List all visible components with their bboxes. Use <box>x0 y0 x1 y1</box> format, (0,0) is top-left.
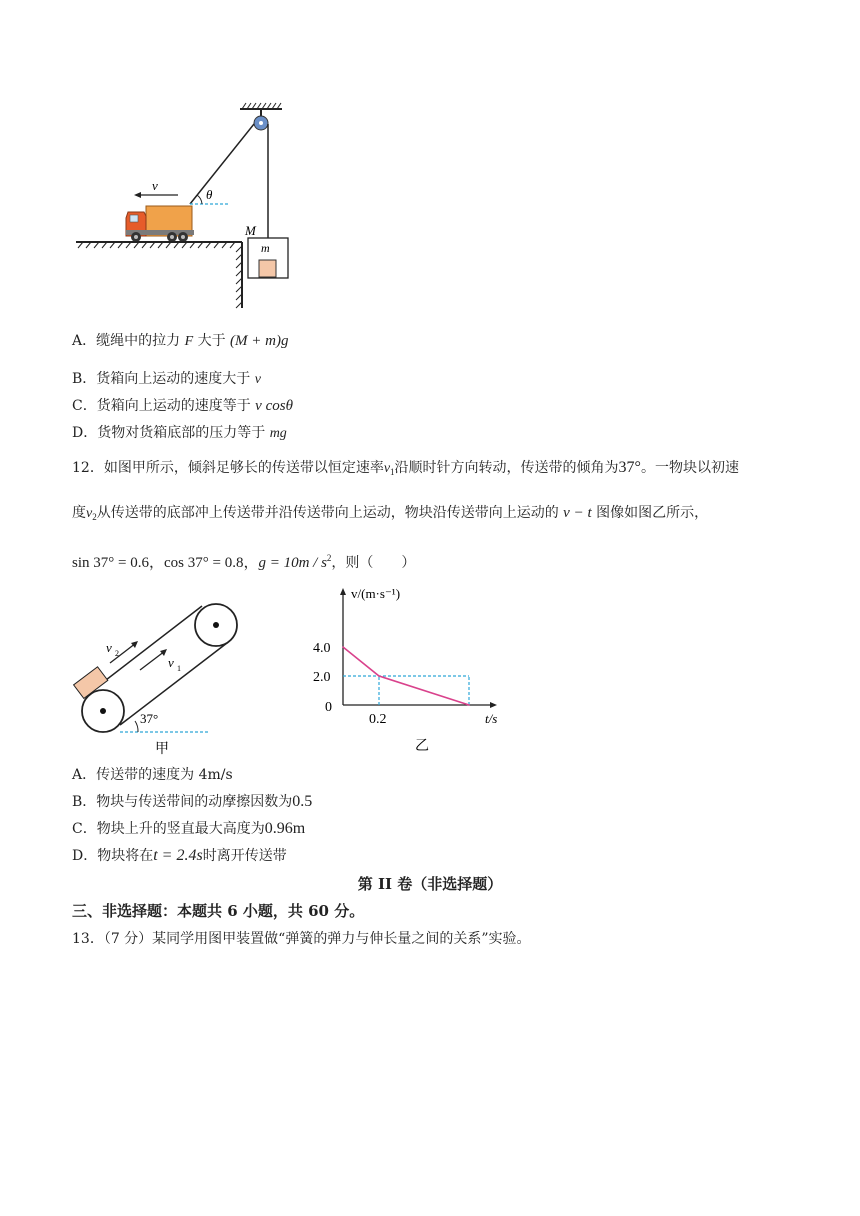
q12-option-a: A．传送带的速度为 4m/s <box>72 767 233 783</box>
q13-stem: 13．（7 分）某同学用图甲装置做“弹簧的弹力与伸长量之间的关系”实验。 <box>72 931 531 947</box>
v1-label: v <box>168 655 174 670</box>
q12-option-b: B．物块与传送带间的动摩擦因数为0.5 <box>72 793 313 810</box>
svg-text:2: 2 <box>115 649 119 658</box>
y-axis-arrow <box>340 588 346 595</box>
x-axis-label: t/s <box>485 711 498 726</box>
conveyor-figure <box>70 595 250 760</box>
q11-option-d: D．货物对货箱底部的压力等于 mg <box>72 425 287 441</box>
box-m-label: m <box>261 241 270 255</box>
data-point <box>468 704 470 706</box>
part3-heading: 三、非选择题：本题共 6 小题，共 60 分。 <box>72 902 365 920</box>
q12-stem-line1: 12．如图甲所示，倾斜足够长的传送带以恒定速率$v_1$沿顺时针方向转动，传送带的倾角为37°。一物块以初速 <box>72 459 739 477</box>
vt-chart <box>305 578 515 758</box>
angle-label: 37° <box>140 711 159 726</box>
section-title: 第 II 卷（非选择题） <box>357 875 503 893</box>
truck-pulley-figure <box>70 100 310 315</box>
y-tick-label: 4.0 <box>313 641 331 656</box>
q12-option-c: C．物块上升的竖直最大高度为0.96m <box>72 820 306 837</box>
velocity-label: v <box>152 178 158 193</box>
x-tick-label: 0 <box>325 700 332 715</box>
q11-option-b: B．货箱向上运动的速度大于 v <box>72 371 261 387</box>
q12-option-d: D．物块将在t = 2.4s时离开传送带 <box>72 847 287 864</box>
v2-label: v <box>106 640 112 655</box>
y-tick-label: 2.0 <box>313 670 331 685</box>
y-axis-label: v/(m·s⁻¹) <box>351 586 401 601</box>
q12-stem-line2: 度$v_2$从传送带的底部冲上传送带并沿传送带向上运动，物块沿传送带向上运动的 v − t 图像如图乙所示， <box>72 505 709 522</box>
caption-jia: 甲 <box>155 742 169 757</box>
q12-stem-line3: sin 37° = 0.6，cos 37° = 0.8，$g = 10m / s^2$，则（ ） <box>72 553 416 571</box>
q11-option-a: A．缆绳中的拉力 F 大于 (M + m)g <box>72 333 289 349</box>
truck-icon <box>126 206 194 242</box>
x-axis-arrow <box>490 702 497 708</box>
x-tick-label: 0.2 <box>369 712 387 727</box>
theta-label: θ <box>206 187 213 202</box>
caption-yi: 乙 <box>415 739 429 754</box>
svg-text:1: 1 <box>177 664 181 673</box>
q11-option-c: C．货箱向上运动的速度等于 v cosθ <box>72 398 293 414</box>
data-point <box>342 646 344 648</box>
box-M-label: M <box>245 223 256 238</box>
data-point <box>378 675 380 677</box>
